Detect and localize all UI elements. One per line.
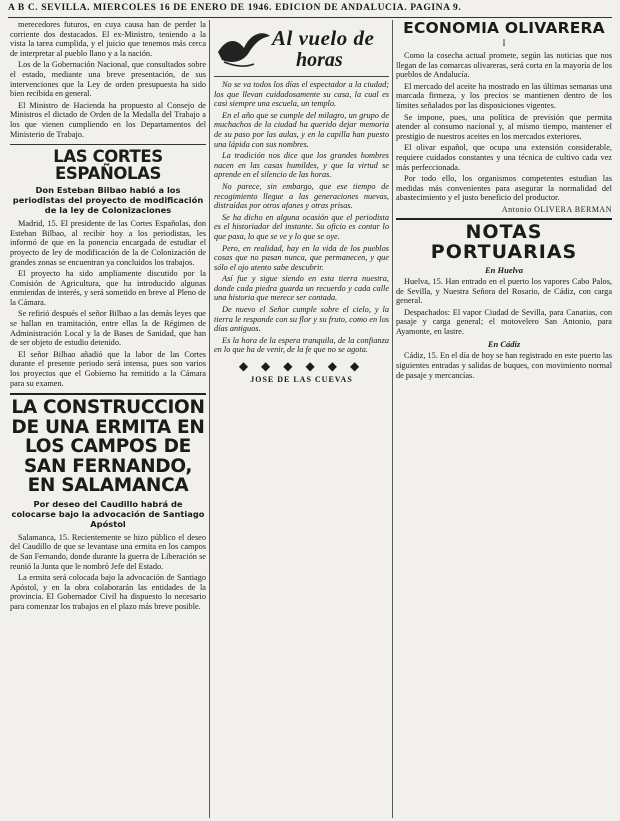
part-numeral: I [502,38,506,48]
economia-author: Antonio OLIVERA BERMAN [501,204,612,214]
cortes-paragraph: El señor Bilbao añadió que la labor de las Cortes durante el presente periodo será intensa, pues son varios los proyectos que el Gobierno ha remitido a la Cámara para su examen. [10,349,206,388]
economia-paragraph: El olivar español, que ocupa una extensión considerable, requiere cuidados constantes y una técnica de cultivo cada vez más perfeccionada. [396,143,612,172]
economia-paragraph: Se impone, pues, una política de previsión que permita atender al consumo nacional y, al mismo tiempo, mantener el prestigio de nuestros aceites en los mercados exteriores. [396,112,612,141]
column-right [396,20,612,818]
section-title-line-2: horas [296,49,343,71]
column-left [10,20,206,818]
intro-paragraph: Los de la Gobernación Nacional, que consultados sobre el estado, mediante una breve presentación, de sus intervenciones que la Ley de orden presupuesta ha sido bien recibida en general. [10,60,206,99]
al-vuelo-section-header [214,20,389,77]
ermita-headline: LA CONSTRUCCION DE UNA ERMITA EN LOS CAMPOS DE SAN FERNANDO, EN SALAMANCA [10,393,206,496]
column-paragraph: Así fue y sigue siendo en esta tierra nuestra, donde cada piedra guarda un recuerdo y cada calle una historia que merece ser contada. [214,274,389,303]
place-cadiz: En Cádiz [487,339,521,350]
column-paragraph: Se ha dicho en alguna ocasión que el periodista es el historiador del instante. Su oficio es contar lo que pasa, lo que se ve y lo que se oye. [214,212,389,241]
intro-paragraph: merecedores futuros, en cuya causa han de perder la corriente dos destacados. El ex-Ministro, teniendo a la vista la tarea cumplida, y el juicio que tenemos más cerca de interpretar al pueblo llano y a la nación. [10,20,206,58]
column-middle [214,20,389,818]
economia-paragraph: El mercado del aceite ha mostrado en las últimas semanas una marcada firmeza, y los precios se mantienen dentro de los límites señalados por las disposiciones vigentes. [396,81,612,110]
column-rule-1 [209,20,210,818]
column-paragraph: La tradición nos dice que los grandes hombres nacen en las casas humildes, y que la virtud se aprende en el silencio de las horas. [214,151,389,180]
cortes-paragraph: El proyecto ha sido ampliamente discutido por la Comisión de Agricultura, que ha introducido algunas enmiendas de interés, y será sometido en breve al Pleno de la Cámara. [10,269,206,307]
column-rule-2 [392,20,393,818]
section-title-line-1: Al vuelo de [272,26,375,50]
notas-portuarias-headline: NOTAS PORTUARIAS [396,218,612,262]
decorative-ornament: ◆ ◆ ◆ ◆ ◆ ◆ [238,359,365,374]
intro-paragraph: El Ministro de Hacienda ha propuesto al Consejo de Ministros el dictado de Orden de la Medalla del Trabajo a los que vienen cumpliendo en los Departamentos del Ministerio de Trabajo. [10,100,206,139]
cortes-paragraph: Madrid, 15. El presidente de las Cortes Españolas, don Esteban Bilbao, al recibir hoy a los periodistas, les informó de que en la ponencia encargada de estudiar el proyecto de ley de modificación de la de Colonización de grandes zonas se encuentran ya concluidos los trabajos. [10,219,206,267]
place-huelva: En Huelva [484,264,524,275]
column-paragraph: Es la hora de la espera tranquila, de la confianza en lo que ha de venir, de la fe que no se agota. [214,335,389,355]
cadiz-paragraph: Cádiz, 15. En el día de hoy se han registrado en este puerto las siguientes entradas y salidas de buques, con movimiento normal de pasaje y mercancías. [396,351,612,380]
economia-paragraph: Por todo ello, los organismos competentes estudian las medidas más convenientes para asegurar la normalidad del abastecimiento y el justo beneficio del productor. [396,174,612,203]
ermita-subhead: Por deseo del Caudillo habrá de colocarse bajo la advocación de Santiago Apóstol [11,498,205,529]
ermita-paragraph: La ermita será colocada bajo la advocación de Santiago Apóstol, y en la obra colaborarán las entidades de la provincia. El Gobernador Civil ha dispuesto lo necesario para comenzar los trabajos en el plazo más breve posible. [10,573,206,611]
bird-icon [214,22,274,74]
huelva-paragraph: Huelva, 15. Han entrado en el puerto los vapores Cabo Palos, de Sevilla, y Nuestra Señora del Rosario, de Cádiz, con carga general. [396,276,612,306]
economia-paragraph: Como la cosecha actual promete, según las noticias que nos llegan de las comarcas olivareras, será corta en la mayoría de los pueblos de Andalucía. [396,51,612,80]
column-paragraph: No parece, sin embargo, que ese tiempo de recogimiento llegue a las generaciones nuevas, distraídas por otros afanes y otras prisas. [214,181,389,211]
column-byline: JOSE DE LAS CUEVAS [250,375,353,385]
cortes-subhead: Don Esteban Bilbao habló a los periodistas del proyecto de modificación de la ley de Colonizaciones [12,185,204,216]
ermita-paragraph: Salamanca, 15. Recientemente se hizo público el deseo del Caudillo de que se levantase una ermita en los campos de San Fernando, donde durante la guerra de Liberación se reunió la Junta que le nombró Jefe del Estado. [10,532,206,571]
huelva-paragraph: Despachados: El vapor Ciudad de Sevilla, para Canarias, con pasaje y carga general; el motovelero San Antonio, para Ayamonte, en lastre. [396,307,612,336]
economia-headline: ECONOMIA OLIVARERA [403,20,605,37]
cortes-headline: LAS CORTES ESPAÑOLAS [10,144,206,182]
column-paragraph: No se va todos los días el espectador a la ciudad; los que llevan cuidadosamente su casa, la cual es casi siempre una escuela, un templo. [214,80,389,109]
column-paragraph: En el año que se cumple del milagro, un grupo de muchachos de la ciudad ha querido dejar memoria de su paso por las aulas, y en la capilla han puesto una lápida con sus nombres. [214,110,389,149]
cortes-paragraph: Se refirió después el señor Bilbao a las demás leyes que se hallan en tramitación, entre ellas la de Régimen de Administración Local y la de Bases de Sanidad, que han de ser objeto de estudio detenido. [10,309,206,348]
masthead: A B C. SEVILLA. MIERCOLES 16 DE ENERO DE 1946. EDICION DE ANDALUCIA. PAGINA 9. [8,3,612,18]
column-paragraph: Pero, en realidad, hay en la vida de los pueblos cosas que no pasan nunca, que permanecen, y que sólo el ojo atento sabe descubrir. [214,243,389,272]
column-paragraph: De nuevo el Señor cumple sobre el cielo, y la tierra le responde con su flor y su fruto, como en los días antiguos. [214,305,389,334]
